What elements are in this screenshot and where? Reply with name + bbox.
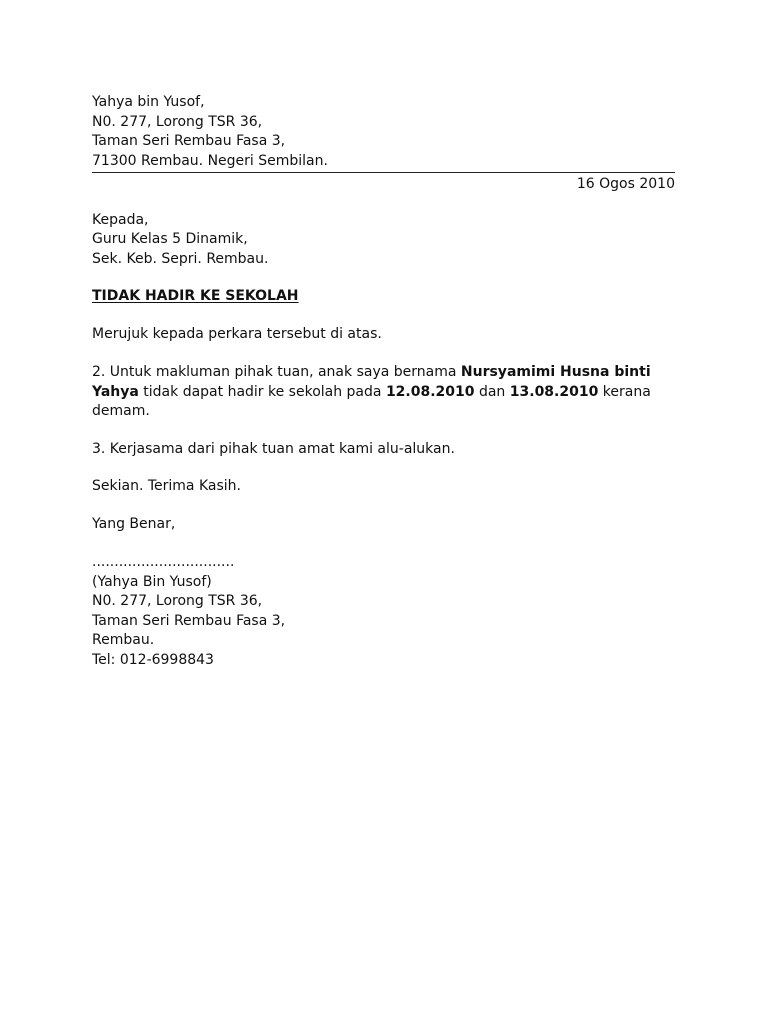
letter-date: 16 Ogos 2010 bbox=[576, 176, 675, 192]
main-paragraph-text: kerana demam. bbox=[92, 383, 651, 419]
sender-address-line: Taman Seri Rembau Fasa 3, bbox=[92, 133, 286, 149]
main-paragraph-text: dan bbox=[474, 383, 510, 400]
recipient-line: Guru Kelas 5 Dinamik, bbox=[92, 231, 248, 247]
cooperation-paragraph: 3. Kerjasama dari pihak tuan amat kami alu-alukan. bbox=[92, 440, 455, 457]
signatory-address-line: Rembau. bbox=[92, 632, 155, 648]
recipient-line: Sek. Keb. Sepri. Rembau. bbox=[92, 250, 269, 267]
sender-address-block bbox=[92, 93, 675, 173]
sender-address-line: 71300 Rembau. Negeri Sembilan. bbox=[92, 152, 328, 169]
absence-date: 12.08.2010 bbox=[385, 383, 475, 400]
signatory-name: (Yahya Bin Yusof) bbox=[92, 573, 212, 590]
signature-line: ................................ bbox=[92, 554, 235, 570]
closing-line: Sekian. Terima Kasih. bbox=[92, 478, 241, 494]
student-name: Nursyamimi Husna binti Yahya bbox=[92, 364, 651, 400]
main-paragraph bbox=[92, 363, 675, 422]
recipient-block bbox=[92, 211, 675, 270]
sender-name: Yahya bin Yusof, bbox=[92, 94, 205, 110]
intro-paragraph: Merujuk kepada perkara tersebut di atas. bbox=[92, 325, 382, 342]
letter-subject: TIDAK HADIR KE SEKOLAH bbox=[92, 288, 299, 304]
signatory-phone: Tel: 012-6998843 bbox=[92, 651, 214, 668]
main-paragraph-text: tidak dapat hadir ke sekolah pada bbox=[138, 383, 386, 400]
absence-date: 13.08.2010 bbox=[509, 383, 599, 400]
letter-body bbox=[92, 93, 675, 670]
yours-truly: Yang Benar, bbox=[92, 515, 176, 532]
sender-address-line: N0. 277, Lorong TSR 36, bbox=[92, 113, 263, 130]
signatory-address-line: Taman Seri Rembau Fasa 3, bbox=[92, 612, 286, 629]
recipient-greeting: Kepada, bbox=[92, 211, 149, 228]
main-paragraph-text: 2. Untuk makluman pihak tuan, anak saya bernama bbox=[92, 364, 461, 380]
signatory-address-line: N0. 277, Lorong TSR 36, bbox=[92, 593, 263, 609]
